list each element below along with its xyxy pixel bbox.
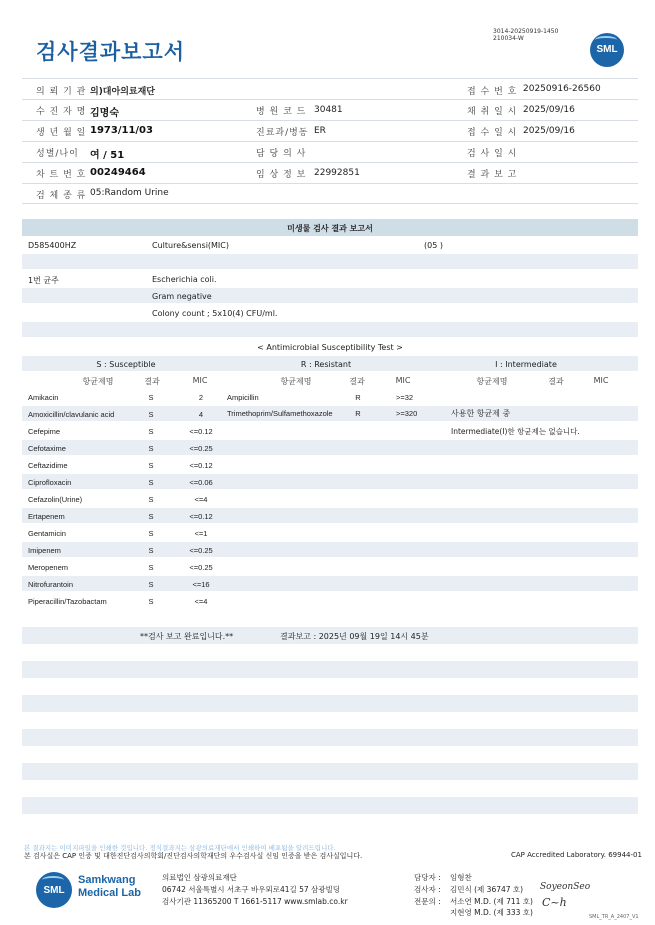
cap-notice: 본 검사실은 CAP 인증 및 대한진단검사의학회/진단검사의학재단의 우수검사실 신임 인증을 받은 검사실입니다. [24,852,363,860]
dob-label: 생 년 월 일 [36,128,87,138]
collect-date-value: 2025/09/16 [523,105,575,115]
staff-value: 임형찬 [450,873,472,882]
logo-text: SML [596,44,618,55]
s-drug-2: Cefepime [28,427,61,436]
category-susceptible: S : Susceptible [96,360,156,369]
s-mic-2: <=0.12 [189,427,213,436]
test-date-label: 검 사 일 시 [467,149,518,159]
staff-label: 담당자 : [414,873,441,882]
intermediate-note-1: 사용한 항균제 중 [451,409,511,418]
gram-stain: Gram negative [152,292,212,301]
org-contact: 검사기관 11365200 T 1661-5117 www.smlab.co.kr [162,897,348,906]
s-result-6: S [148,495,154,504]
test-suffix: (05 ) [424,241,443,250]
clinical-label: 임 상 정 보 [256,170,307,180]
col-mic-s: MIC [192,376,208,385]
sml-logo-icon [590,33,624,67]
s-drug-10: Meropenem [28,563,69,572]
company-line2: Medical Lab [78,887,141,899]
chart-value: 00249464 [90,167,146,178]
col-result-s: 결과 [144,377,160,386]
tester-label: 검사자 : [414,885,441,894]
category-resistant: R : Resistant [300,360,352,369]
row-band [22,474,638,489]
s-mic-3: <=0.25 [189,444,213,453]
s-drug-7: Ertapenem [28,512,65,521]
specialist-1: 서소연 M.D. (제 711 호) [450,897,533,906]
col-drug-i: 항균제명 [476,377,508,386]
test-code: D585400HZ [28,241,77,250]
r-result-1: R [355,409,361,418]
watermark-notice: 본 결과지는 이미지파일을 인쇄한 것입니다. 정식결과지는 삼광의료재단에서 인쇄하여 배포됨을 알려드립니다. [24,844,336,852]
s-drug-0: Amikacin [28,393,59,402]
s-mic-5: <=0.06 [189,478,213,487]
colony-count: Colony count ; 5x10(4) CFU/ml. [152,309,278,318]
cap-lab: CAP Accredited Laboratory. 69944-01 [511,851,642,859]
s-result-9: S [148,546,154,555]
s-drug-8: Gentamicin [28,529,66,538]
report-complete-message: **검사 보고 완료입니다.** [140,632,234,641]
report-label: 결 과 보 고 [467,170,518,180]
col-mic-i: MIC [593,376,609,385]
dept-label: 진료과/병동 [256,128,309,138]
form-code: SML_TR_A_2407_V1 [589,914,639,920]
s-result-0: S [148,393,154,402]
document-id-line2: 210034-W [493,35,524,42]
s-result-3: S [148,444,154,453]
s-result-8: S [148,529,154,538]
ast-title: < Antimicrobial Susceptibility Test > [257,343,403,352]
receipt-no-label: 접 수 번 호 [467,87,518,97]
r-result-0: R [355,393,361,402]
s-drug-12: Piperacillin/Tazobactam [28,597,107,606]
s-result-7: S [148,512,154,521]
row-band [22,542,638,557]
doctor-label: 담 당 의 사 [256,149,307,159]
s-result-4: S [148,461,154,470]
patient-value: 김명숙 [90,108,119,119]
receipt-date-label: 접 수 일 시 [467,128,518,138]
s-mic-1: 4 [198,410,204,419]
s-drug-11: Nitrofurantoin [28,580,74,589]
sex-age-label: 성별/나이 [36,149,79,159]
company-line1: Samkwang [78,874,136,886]
hospital-code-label: 병 원 코 드 [256,107,307,117]
specialist-2: 지현영 M.D. (제 333 호) [450,908,533,917]
row-band [22,576,638,591]
s-drug-9: Imipenem [28,546,61,555]
s-result-5: S [148,478,154,487]
org-address: 06742 서울특별시 서초구 바우뫼로41길 57 삼광빌딩 [162,885,341,894]
col-result-i: 결과 [548,377,564,386]
hospital-code-value: 30481 [314,105,343,115]
r-mic-0: >=32 [396,393,414,402]
r-drug-1: Trimethoprim/Sulfamethoxazole [227,409,333,418]
s-drug-5: Ciprofloxacin [28,478,72,487]
s-mic-6: <=4 [194,495,208,504]
test-name: Culture&sensi(MIC) [152,241,229,250]
footer-logo-text: SML [43,885,65,896]
col-result-r: 결과 [349,377,365,386]
s-mic-9: <=0.25 [189,546,213,555]
document-id-line1: 3014-20250919-1450 [493,28,559,35]
s-drug-6: Cefazolin(Urine) [28,495,83,504]
dept-value: ER [314,126,326,136]
s-result-2: S [148,427,154,436]
dob-value: 1973/11/03 [90,125,153,136]
document-id [493,28,558,42]
s-mic-4: <=0.12 [189,461,213,470]
row-band [22,508,638,523]
specimen-label: 검 체 종 류 [36,191,87,201]
s-result-1: S [148,410,154,419]
category-intermediate: I : Intermediate [495,360,557,369]
receipt-date-value: 2025/09/16 [523,126,575,136]
s-mic-11: <=16 [192,580,210,589]
col-mic-r: MIC [395,376,411,385]
col-drug-r: 항균제명 [280,377,312,386]
org-name: 의료법인 삼광의료재단 [162,873,237,882]
clinical-value: 22992851 [314,168,360,178]
specialist-label: 전문의 : [414,897,441,906]
s-mic-7: <=0.12 [189,512,213,521]
micro-section-title: 미생물 검사 결과 보고서 [287,224,373,233]
s-drug-1: Amoxicillin/clavulanic acid [28,410,115,419]
patient-label: 수 진 자 명 [36,107,87,117]
r-drug-0: Ampicillin [227,393,259,402]
r-mic-1: >=320 [396,409,418,418]
report-time: 결과보고 : 2025년 09월 19일 14시 45분 [280,632,429,641]
strain-label: 1번 균주 [28,276,59,285]
sml-footer-logo-icon [36,872,72,908]
row-band [22,440,638,455]
chart-label: 차 트 번 호 [36,170,87,180]
page-title: 검사결과보고서 [36,40,186,64]
s-result-11: S [148,580,154,589]
s-mic-10: <=0.25 [189,563,213,572]
s-drug-4: Ceftazidime [28,461,68,470]
company-name [78,874,141,900]
s-result-10: S [148,563,154,572]
receipt-no-value: 20250916-26560 [523,84,601,94]
s-mic-12: <=4 [194,597,208,606]
signature-1: SoyeonSeo [540,882,591,892]
s-result-12: S [148,597,154,606]
s-drug-3: Cefotaxime [28,444,66,453]
requester-value: 의)대아의료재단 [90,87,155,97]
requester-label: 의 뢰 기 관 [36,87,87,97]
organism: Escherichia coli. [152,275,217,284]
intermediate-note-2: Intermediate(I)한 항균제는 없습니다. [451,427,580,436]
collect-date-label: 채 취 일 시 [467,107,518,117]
signature-2: C~h [542,896,567,909]
sex-age-value: 여 / 51 [90,150,125,161]
s-mic-0: 2 [198,393,204,402]
tester-value: 김민식 (제 36747 호) [450,885,524,894]
s-mic-8: <=1 [194,529,208,538]
specimen-value: 05:Random Urine [90,188,169,198]
col-drug-s: 항균제명 [82,377,114,386]
